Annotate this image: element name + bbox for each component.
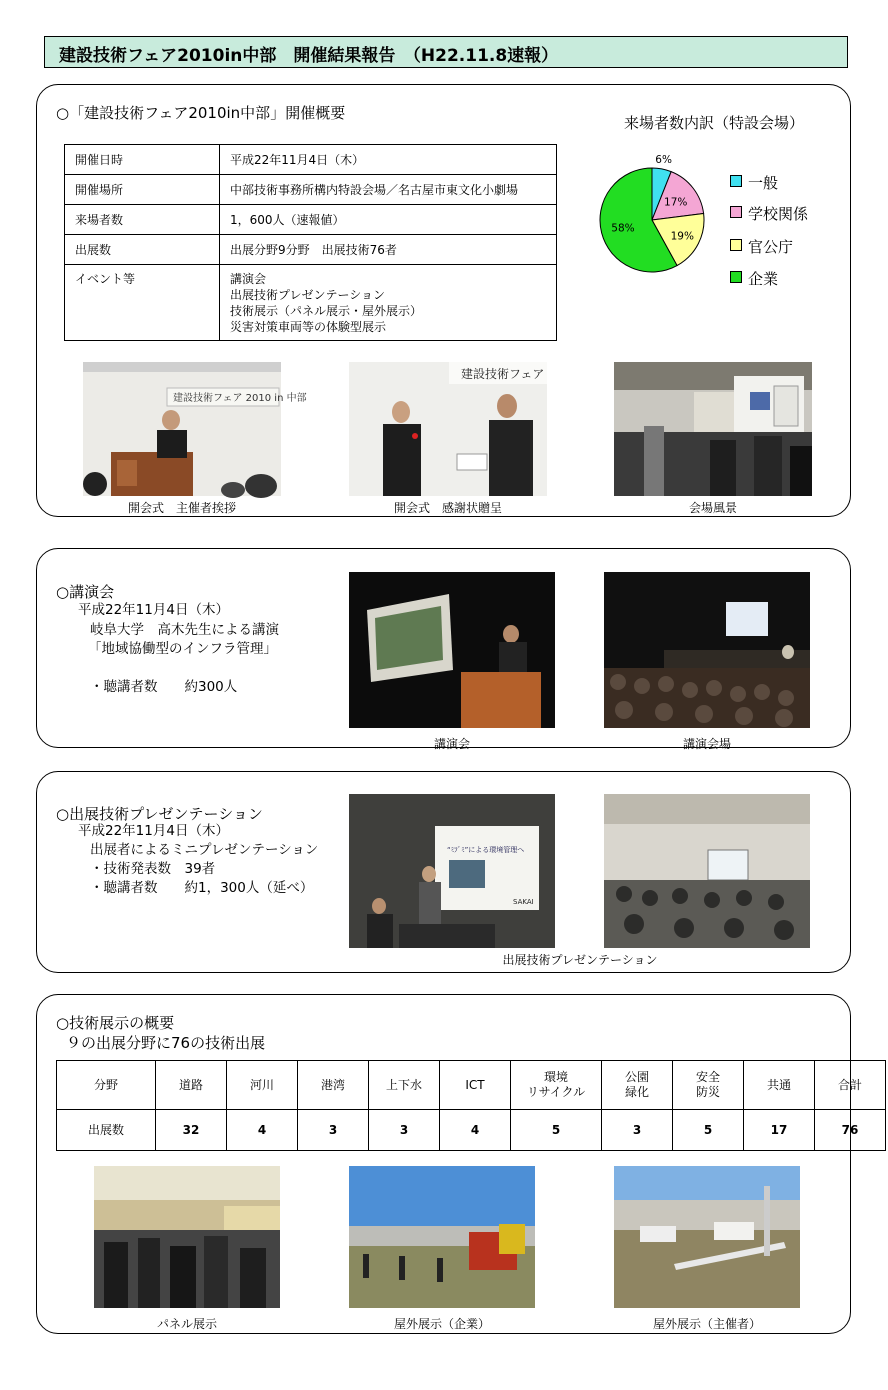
table-header-cell: 共通 xyxy=(744,1061,815,1110)
legend-label: 企業 xyxy=(748,270,779,288)
table-header-cell: 上下水 xyxy=(369,1061,440,1110)
overview-label: 開催日時 xyxy=(65,145,220,175)
presentation-date: 平成22年11月4日（木） xyxy=(78,823,229,839)
table-count-cell: 17 xyxy=(744,1110,815,1151)
table-count-cell: 32 xyxy=(156,1110,227,1151)
table-header-cell: 合計 xyxy=(815,1061,886,1110)
overview-heading: ○「建設技術フェア2010in中部」開催概要 xyxy=(56,104,346,122)
pie-chart xyxy=(600,150,720,290)
overview-table xyxy=(64,144,557,341)
presentation-heading: ○出展技術プレゼンテーション xyxy=(56,805,263,823)
legend-label: 官公庁 xyxy=(748,238,794,256)
photo-caption: 開会式 主催者挨拶 xyxy=(127,501,236,515)
photo-outdoor-company xyxy=(349,1166,535,1308)
event-item: 講演会 xyxy=(230,272,267,286)
pie-label: 58% xyxy=(611,222,635,235)
screen-text: “ﾐﾌﾞﾐ”による環境管理へ xyxy=(447,846,525,854)
table-header-cell: 公園 緑化 xyxy=(602,1061,673,1110)
photo-award xyxy=(349,362,547,496)
photo-venue xyxy=(614,362,812,496)
exhibit-subheading: ９の出展分野に76の技術出展 xyxy=(66,1034,266,1052)
presentation-count: ・技術発表数 39者 xyxy=(90,861,216,877)
photo-lecture xyxy=(349,572,555,728)
table-count-cell: 5 xyxy=(511,1110,602,1151)
photo-panel-exhibit xyxy=(94,1166,280,1308)
event-item: 技術展示（パネル展示・屋外展示） xyxy=(230,304,423,318)
photo-caption: 出展技術プレゼンテーション xyxy=(502,953,658,967)
table-count-cell: 4 xyxy=(227,1110,298,1151)
overview-value: 1，600人（速報値） xyxy=(220,205,557,235)
photo-opening-speech xyxy=(83,362,307,496)
photo-presentation xyxy=(349,794,555,948)
screen-brand: SAKAI xyxy=(513,898,534,906)
table-count-label: 出展数 xyxy=(57,1110,156,1151)
exhibit-table xyxy=(56,1060,886,1151)
overview-label: 来場者数 xyxy=(65,205,220,235)
table-header-cell: 安全 防災 xyxy=(673,1061,744,1110)
table-header-cell: 港湾 xyxy=(298,1061,369,1110)
photo-outdoor-organizer xyxy=(614,1166,800,1308)
pie-label: 19% xyxy=(670,230,694,243)
legend-swatch xyxy=(730,175,742,187)
photo-caption: 屋外展示（主催者） xyxy=(652,1317,761,1331)
lecture-audience: ・聴講者数 約300人 xyxy=(90,679,238,695)
event-item: 災害対策車両等の体験型展示 xyxy=(230,320,387,334)
overview-value: 平成22年11月4日（木） xyxy=(220,145,557,175)
photo-caption: 会場風景 xyxy=(688,501,737,515)
table-header-cell: 環境 リサイクル xyxy=(511,1061,602,1110)
legend-swatch xyxy=(730,271,742,283)
lecture-date: 平成22年11月4日（木） xyxy=(78,602,229,618)
table-count-cell: 3 xyxy=(369,1110,440,1151)
table-count-cell: 4 xyxy=(440,1110,511,1151)
photo-presentation-hall xyxy=(604,794,810,948)
table-header-cell: 道路 xyxy=(156,1061,227,1110)
pie-label: 6% xyxy=(655,154,672,167)
presentation-desc: 出展者によるミニプレゼンテーション xyxy=(90,842,319,858)
event-item: 出展技術プレゼンテーション xyxy=(230,288,386,302)
title-bar xyxy=(44,36,848,68)
opening-banner: 建設技術フェア 2010 in 中部 xyxy=(173,393,307,404)
overview-label: 開催場所 xyxy=(65,175,220,205)
photo-caption: パネル展示 xyxy=(156,1317,217,1331)
lecture-topic: 「地域協働型のインフラ管理」 xyxy=(88,641,277,657)
table-header-cell: ICT xyxy=(440,1061,511,1110)
presentation-audience: ・聴講者数 約1，300人（延べ） xyxy=(90,880,314,896)
photo-caption: 屋外展示（企業） xyxy=(393,1317,490,1331)
legend-item xyxy=(730,203,808,224)
legend-label: 一般 xyxy=(748,174,779,192)
pie-label: 17% xyxy=(664,196,688,209)
table-count-cell: 76 xyxy=(815,1110,886,1151)
legend-label: 学校関係 xyxy=(748,205,809,223)
table-count-cell: 3 xyxy=(602,1110,673,1151)
award-banner: 建設技術フェア xyxy=(461,367,545,381)
legend-item xyxy=(730,268,778,289)
table-count-cell: 3 xyxy=(298,1110,369,1151)
overview-value: 中部技術事務所構内特設会場／名古屋市東文化小劇場 xyxy=(220,175,557,205)
legend-item xyxy=(730,172,778,193)
legend-swatch xyxy=(730,206,742,218)
legend-swatch xyxy=(730,239,742,251)
lecture-heading: ○講演会 xyxy=(56,583,115,601)
overview-label: イベント等 xyxy=(65,265,220,341)
page-title: 建設技術フェア2010in中部 開催結果報告 （H22.11.8速報） xyxy=(59,46,559,66)
table-header-label: 分野 xyxy=(57,1061,156,1110)
table-count-cell: 5 xyxy=(673,1110,744,1151)
table-header-cell: 河川 xyxy=(227,1061,298,1110)
photo-caption: 開会式 感謝状贈呈 xyxy=(393,501,502,515)
overview-value: 出展分野9分野 出展技術76者 xyxy=(220,235,557,265)
chart-title: 来場者数内訳（特設会場） xyxy=(624,114,805,132)
photo-lecture-hall xyxy=(604,572,810,728)
event-list xyxy=(220,265,557,341)
legend-item xyxy=(730,236,793,257)
lecture-speaker: 岐阜大学 高木先生による講演 xyxy=(90,622,279,638)
photo-caption: 講演会場 xyxy=(682,737,731,751)
exhibit-heading: ○技術展示の概要 xyxy=(56,1014,175,1032)
photo-caption: 講演会 xyxy=(433,737,470,751)
overview-label: 出展数 xyxy=(65,235,220,265)
